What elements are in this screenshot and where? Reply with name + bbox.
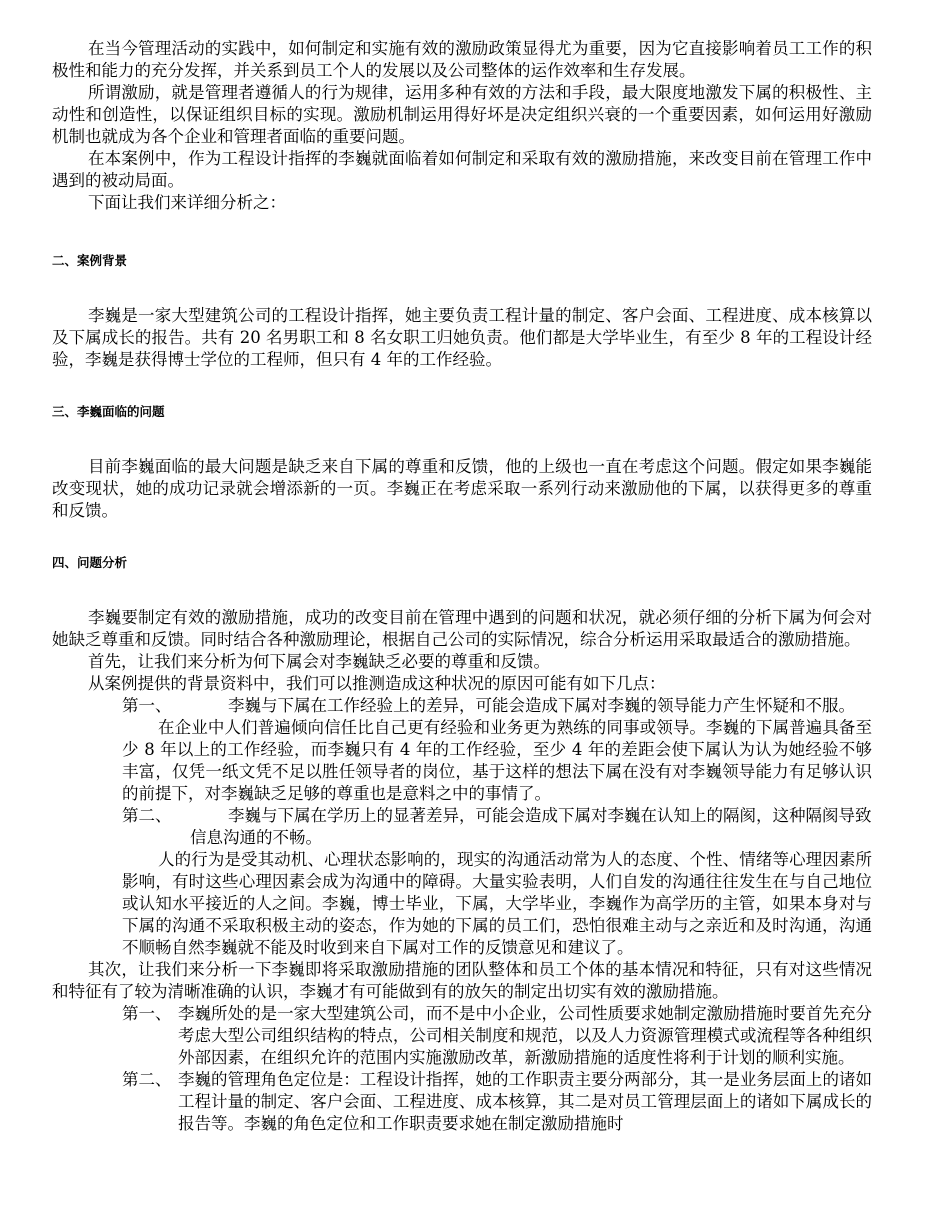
reason-2-title: 李巍与下属在学历上的显著差异，可能会造成下属对李巍在认知上的隔阂，这种隔阂导致信息沟通的不畅。 <box>190 806 872 847</box>
point-item-2 <box>52 1069 872 1135</box>
point-2-text: 李巍的管理角色定位是：工程设计指挥，她的工作职责主要分两部分，其一是业务层面上的诸如工程计量的制定、客户会面、工程进度、成本核算，其二是对员工管理层面上的诸如下属成长的报告等。李巍的角色定位和工作职责要求她在制定激励措施时 <box>178 1070 872 1133</box>
analysis-paragraph-3: 从案例提供的背景资料中，我们可以推测造成这种状况的原因可能有如下几点： <box>88 674 666 693</box>
section-heading-analysis: 四、问题分析 <box>52 555 128 570</box>
analysis-paragraph-4: 其次，让我们来分析一下李巍即将采取激励措施的团队整体和员工个体的基本情况和特征，只有对这些情况和特征有了较为清晰准确的认识，李巍才有可能做到有的放矢的制定出切实有效的激励措施。 <box>52 960 872 1001</box>
analysis-paragraph-2: 首先，让我们来分析为何下属会对李巍缺乏必要的尊重和反馈。 <box>88 652 550 671</box>
intro-paragraph-3: 在本案例中，作为工程设计指挥的李巍就面临着如何制定和采取有效的激励措施，来改变目前在管理工作中遇到的被动局面。 <box>52 149 872 190</box>
reason-item-2 <box>52 805 872 849</box>
document-page <box>52 38 872 1135</box>
point-item-1 <box>52 1003 872 1069</box>
intro-paragraph-1: 在当今管理活动的实践中，如何制定和实施有效的激励政策显得尤为重要，因为它直接影响着员工工作的积极性和能力的充分发挥，并关系到员工个人的发展以及公司整体的运作效率和生存发展。 <box>52 39 872 80</box>
reason-1-title: 李巍与下属在工作经验上的差异，可能会造成下属对李巍的领导能力产生怀疑和不服。 <box>228 696 855 715</box>
case-background-paragraph: 李巍是一家大型建筑公司的工程设计指挥，她主要负责工程计量的制定、客户会面、工程进度、成本核算以及下属成长的报告。共有 20 名男职工和 8 名女职工归她负责。他们都是大学毕业生，有至少 8 年的工程设计经验，李巍是获得博士学位的工程师，但只有 4 年的工作经验。 <box>52 306 872 369</box>
point-2-label: 第二、 <box>122 1070 172 1089</box>
intro-paragraph-2: 所谓激励，就是管理者遵循人的行为规律，运用多种有效的方法和手段，最大限度地激发下属的积极性、主动性和创造性，以保证组织目标的实现。激励机制运用得好坏是决定组织兴衰的一个重要因素，如何运用好激励机制也就成为各个企业和管理者面临的重要问题。 <box>52 83 872 146</box>
point-1-label: 第一、 <box>122 1004 172 1023</box>
section-heading-case-background: 二、案例背景 <box>52 253 128 268</box>
intro-paragraph-4: 下面让我们来详细分析之： <box>88 193 286 212</box>
point-1-text: 李巍所处的是一家大型建筑公司，而不是中小企业，公司性质要求她制定激励措施时要首先充分考虑大型公司组织结构的特点，公司相关制度和规范，以及人力资源管理模式或流程等各种组织外部因素，在组织允许的范围内实施激励改革，新激励措施的适度性将利于计划的顺利实施。 <box>178 1004 872 1067</box>
problem-paragraph: 目前李巍面临的最大问题是缺乏来自下属的尊重和反馈，他的上级也一直在考虑这个问题。假定如果李巍能改变现状，她的成功记录就会增添新的一页。李巍正在考虑采取一系列行动来激励他的下属，以获得更多的尊重和反馈。 <box>52 457 872 520</box>
reason-2-body: 人的行为是受其动机、心理状态影响的，现实的沟通活动常为人的态度、个性、情绪等心理因素所影响，有时这些心理因素会成为沟通中的障碍。大量实验表明，人们自发的沟通往往发生在与自己地位或认知水平接近的人之间。李巍，博士毕业，下属，大学毕业，李巍作为高学历的主管，如果本身对与下属的沟通不采取积极主动的姿态，作为她的下属的员工们，恐怕很难主动与之亲近和及时沟通，沟通不顺畅自然李巍就不能及时收到来自下属对工作的反馈意见和建议了。 <box>122 850 872 957</box>
reason-2-label: 第二、 <box>122 806 172 825</box>
reason-1-label: 第一、 <box>122 696 172 715</box>
reason-item-1 <box>52 695 872 717</box>
section-heading-problem: 三、李巍面临的问题 <box>52 404 165 419</box>
analysis-paragraph-1: 李巍要制定有效的激励措施，成功的改变目前在管理中遇到的问题和状况，就必须仔细的分析下属为何会对她缺乏尊重和反馈。同时结合各种激励理论，根据自己公司的实际情况，综合分析运用采取最适合的激励措施。 <box>52 608 872 649</box>
reason-1-body: 在企业中人们普遍倾向信任比自己更有经验和业务更为熟练的同事或领导。李巍的下属普遍具备至少 8 年以上的工作经验，而李巍只有 4 年的工作经验，至少 4 年的差距会使下属认为认为她经验不够丰富，仅凭一纸文凭不足以胜任领导者的岗位，基于这样的想法下属在没有对李巍领导能力有足够认识的前提下，对李巍缺乏足够的尊重也是意料之中的事情了。 <box>122 718 872 803</box>
